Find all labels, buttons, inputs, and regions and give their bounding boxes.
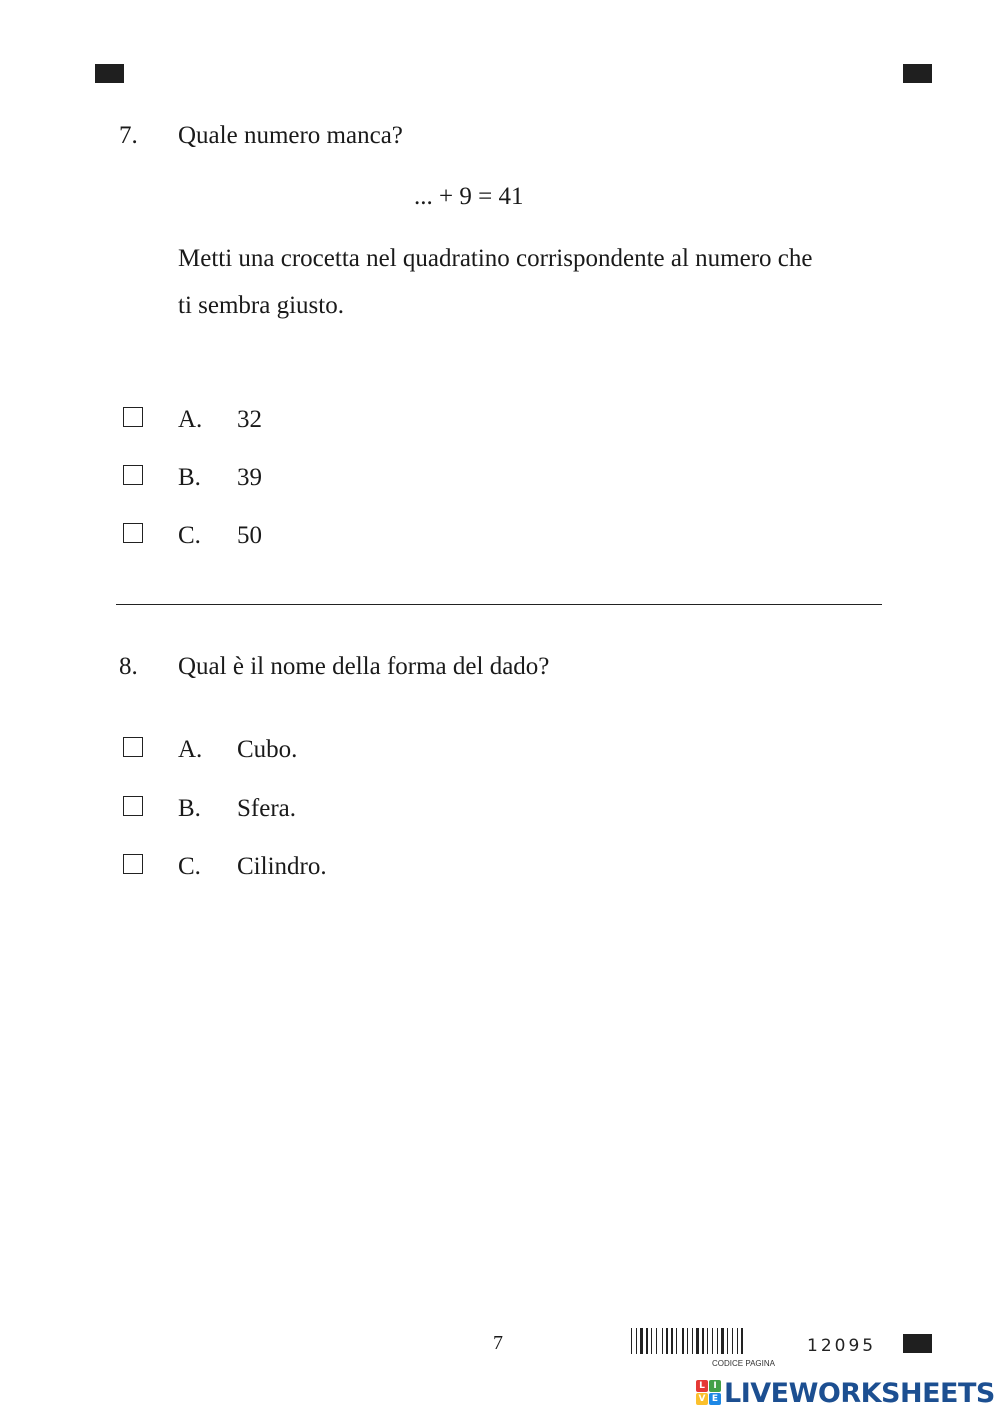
option-text: 50 bbox=[237, 522, 262, 549]
liveworksheets-logo bbox=[696, 1376, 995, 1410]
liveworksheets-mark-icon bbox=[696, 1380, 722, 1406]
equation: ... + 9 = 41 bbox=[414, 183, 524, 210]
mark-letter-v: V bbox=[696, 1393, 708, 1405]
barcode bbox=[631, 1328, 772, 1354]
page-number: 7 bbox=[493, 1332, 503, 1354]
barcode-bar bbox=[727, 1328, 728, 1354]
barcode-bar bbox=[671, 1328, 673, 1354]
barcode-bar bbox=[717, 1328, 718, 1354]
option-checkbox[interactable] bbox=[123, 854, 143, 874]
barcode-bar bbox=[696, 1328, 699, 1354]
option-checkbox[interactable] bbox=[123, 465, 143, 485]
option-checkbox[interactable] bbox=[123, 796, 143, 816]
barcode-bar bbox=[651, 1328, 652, 1354]
barcode-bar bbox=[737, 1328, 738, 1354]
barcode-bar bbox=[712, 1328, 713, 1354]
registration-mark-top-left bbox=[95, 64, 124, 83]
option-letter: A. bbox=[178, 736, 203, 763]
option-letter: C. bbox=[178, 853, 201, 880]
barcode-bar bbox=[636, 1328, 637, 1354]
option-text: 32 bbox=[237, 406, 262, 433]
barcode-bar bbox=[682, 1328, 684, 1354]
barcode-bar bbox=[741, 1328, 743, 1354]
question-prompt: Quale numero manca? bbox=[178, 122, 403, 149]
barcode-bar bbox=[707, 1328, 708, 1354]
option-text: Sfera. bbox=[237, 795, 296, 822]
mark-letter-e: E bbox=[709, 1393, 721, 1405]
liveworksheets-logo-text: LIVEWORKSHEETS bbox=[724, 1377, 995, 1409]
barcode-bar bbox=[656, 1328, 657, 1354]
question-prompt: Qual è il nome della forma del dado? bbox=[178, 653, 550, 680]
barcode-bar bbox=[732, 1328, 733, 1354]
barcode-bar bbox=[662, 1328, 663, 1354]
registration-mark-bottom-right bbox=[903, 1334, 932, 1353]
barcode-bar bbox=[676, 1328, 677, 1354]
barcode-bar bbox=[702, 1328, 704, 1354]
instruction-line-1: Metti una crocetta nel quadratino corrispondente al numero che bbox=[178, 245, 813, 272]
registration-mark-top-right bbox=[903, 64, 932, 83]
option-checkbox[interactable] bbox=[123, 407, 143, 427]
barcode-bar bbox=[666, 1328, 668, 1354]
barcode-bar bbox=[631, 1328, 632, 1354]
section-divider bbox=[116, 604, 882, 605]
barcode-bar bbox=[687, 1328, 688, 1354]
option-checkbox[interactable] bbox=[123, 523, 143, 543]
question-number: 8. bbox=[119, 653, 138, 680]
barcode-bar bbox=[721, 1328, 724, 1354]
option-text: Cilindro. bbox=[237, 853, 327, 880]
barcode-bar bbox=[640, 1328, 643, 1354]
mark-letter-l: L bbox=[696, 1380, 708, 1392]
option-letter: B. bbox=[178, 795, 201, 822]
page-code-label: CODICE PAGINA bbox=[712, 1359, 775, 1368]
barcode-bar bbox=[646, 1328, 648, 1354]
mark-letter-i: I bbox=[709, 1380, 721, 1392]
option-text: 39 bbox=[237, 464, 262, 491]
option-letter: B. bbox=[178, 464, 201, 491]
option-text: Cubo. bbox=[237, 736, 298, 763]
option-letter: A. bbox=[178, 406, 203, 433]
option-checkbox[interactable] bbox=[123, 737, 143, 757]
instruction-line-2: ti sembra giusto. bbox=[178, 292, 344, 319]
question-number: 7. bbox=[119, 122, 138, 149]
page-code: 12095 bbox=[807, 1336, 877, 1356]
barcode-bar bbox=[692, 1328, 693, 1354]
option-letter: C. bbox=[178, 522, 201, 549]
